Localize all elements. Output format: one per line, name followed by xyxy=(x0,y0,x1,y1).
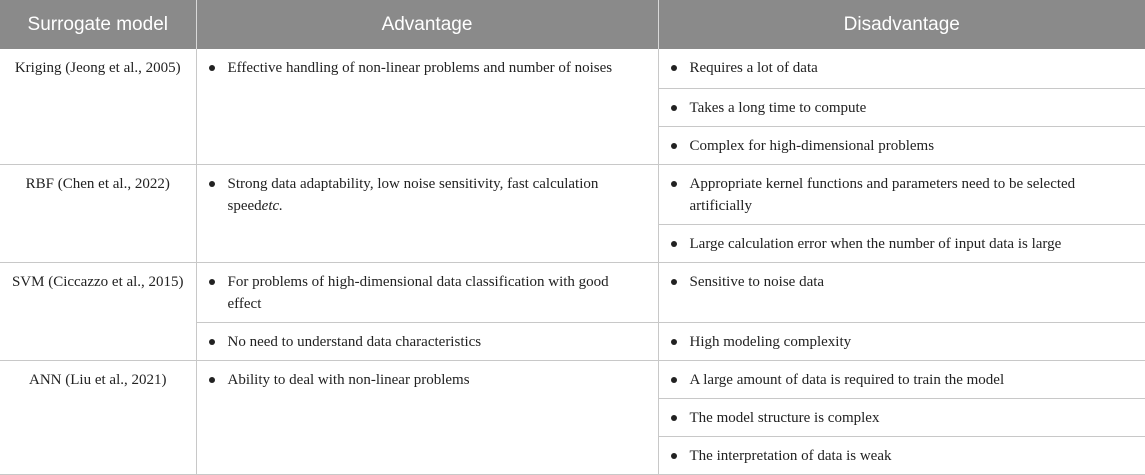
bullet-icon xyxy=(671,377,677,383)
model-cell-kriging: Kriging (Jeong et al., 2005) xyxy=(0,49,196,164)
table-body xyxy=(0,49,1145,474)
advantage-item: Ability to deal with non-linear problems xyxy=(207,369,646,391)
disadvantage-cell xyxy=(658,360,1145,398)
bullet-icon xyxy=(671,65,677,71)
header-surrogate-model: Surrogate model xyxy=(0,0,196,49)
advantage-cell-rbf xyxy=(196,164,658,262)
table-row xyxy=(0,49,1145,88)
disadvantage-cell xyxy=(658,126,1145,164)
disadvantage-item: Appropriate kernel functions and parameters need to be selected artificially xyxy=(669,173,1134,217)
bullet-icon xyxy=(671,143,677,149)
disadvantage-cell xyxy=(658,262,1145,322)
advantage-item: For problems of high-dimensional data classification with good effect xyxy=(207,271,646,315)
bullet-icon xyxy=(671,279,677,285)
model-cell-ann: ANN (Liu et al., 2021) xyxy=(0,360,196,474)
disadvantage-item: Sensitive to noise data xyxy=(669,271,1134,293)
bullet-icon xyxy=(671,339,677,345)
table-row xyxy=(0,262,1145,322)
bullet-icon xyxy=(209,65,215,71)
disadvantage-cell xyxy=(658,164,1145,224)
bullet-icon xyxy=(209,339,215,345)
table-row xyxy=(0,164,1145,224)
disadvantage-cell xyxy=(658,88,1145,126)
bullet-icon xyxy=(209,377,215,383)
bullet-icon xyxy=(671,105,677,111)
table-header xyxy=(0,0,1145,49)
disadvantage-item: High modeling complexity xyxy=(669,331,1134,353)
advantage-item: Effective handling of non-linear problems and number of noises xyxy=(207,57,646,79)
bullet-icon xyxy=(209,181,215,187)
disadvantage-item: Complex for high-dimensional problems xyxy=(669,135,1134,157)
disadvantage-item: Takes a long time to compute xyxy=(669,97,1134,119)
model-cell-svm: SVM (Ciccazzo et al., 2015) xyxy=(0,262,196,360)
bullet-icon xyxy=(671,181,677,187)
bullet-icon xyxy=(209,279,215,285)
disadvantage-cell xyxy=(658,398,1145,436)
advantage-cell xyxy=(196,262,658,322)
disadvantage-cell xyxy=(658,49,1145,88)
disadvantage-item: Requires a lot of data xyxy=(669,57,1134,79)
advantage-item: No need to understand data characteristics xyxy=(207,331,646,353)
disadvantage-cell xyxy=(658,436,1145,474)
header-disadvantage: Disadvantage xyxy=(658,0,1145,49)
disadvantage-item: A large amount of data is required to train the model xyxy=(669,369,1134,391)
disadvantage-item: The interpretation of data is weak xyxy=(669,445,1134,467)
advantage-item: Strong data adaptability, low noise sensitivity, fast calculation speedetc. xyxy=(207,173,646,217)
disadvantage-cell xyxy=(658,322,1145,360)
disadvantage-cell xyxy=(658,224,1145,262)
advantage-cell-ann xyxy=(196,360,658,474)
disadvantage-item: Large calculation error when the number of input data is large xyxy=(669,233,1134,255)
bullet-icon xyxy=(671,415,677,421)
disadvantage-item: The model structure is complex xyxy=(669,407,1134,429)
advantage-cell-kriging xyxy=(196,49,658,164)
header-advantage: Advantage xyxy=(196,0,658,49)
bullet-icon xyxy=(671,241,677,247)
advantage-cell xyxy=(196,322,658,360)
model-cell-rbf: RBF (Chen et al., 2022) xyxy=(0,164,196,262)
bullet-icon xyxy=(671,453,677,459)
table-row xyxy=(0,360,1145,398)
header-row xyxy=(0,0,1145,49)
